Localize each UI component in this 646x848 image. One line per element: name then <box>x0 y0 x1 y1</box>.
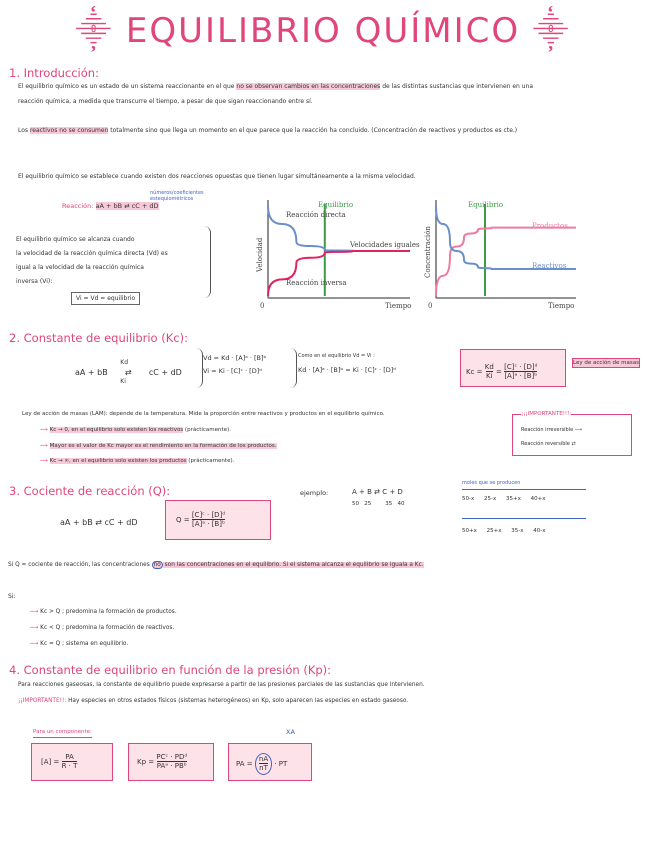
double-arrow-icon: ⇄ <box>571 441 576 447</box>
arrow-icon: ⟿ <box>40 443 50 449</box>
f2-top: PCᶜ · PDᵈ <box>156 753 188 761</box>
reversible-row <box>521 440 576 449</box>
section-1-heading: 1. Introducción: <box>9 66 99 80</box>
s2-b4b: solo existen los productos <box>115 458 187 464</box>
s2-b3: Mayor es el valor de Kc mayor es el rendimiento en la formación de los productos. <box>49 443 277 449</box>
s2-rates <box>203 352 266 378</box>
irreversible-text: Reacción irreversible <box>521 427 574 433</box>
q-frac <box>192 511 225 529</box>
example-eq: A + B ⇄ C + D <box>352 488 403 496</box>
f1 <box>41 753 77 771</box>
arrow-icon: ⟿ <box>30 625 41 631</box>
f1-frac <box>62 753 78 771</box>
arrow-icon: ⟿ <box>40 427 50 433</box>
case-1-text: Kc > Q ; predomina la formación de productos. <box>40 609 177 615</box>
title-text: EQUILIBRIO QUÍMICO <box>125 11 521 51</box>
s3-line1a: Si Q = cociente de reacción, las concentraciones <box>8 562 152 568</box>
xa-label: XA <box>286 728 295 736</box>
important-box <box>512 411 632 456</box>
r2-1: 25+x <box>486 528 502 534</box>
note-1: El equilibrio químico se alcanza cuando <box>16 236 135 243</box>
chart2-xlabel: Tiempo <box>548 302 575 310</box>
f2 <box>137 753 187 771</box>
law-label: Ley de acción de masas <box>573 360 639 366</box>
s3-q-line <box>8 561 424 570</box>
chart1-title: Equilibrio <box>318 201 354 209</box>
s2-b4a: Kc → ∞, en el equilibrio <box>49 458 116 464</box>
s3-si: Si: <box>8 593 16 600</box>
s2-como: Como en el equilibrio Vd = Vi : <box>298 353 375 359</box>
s4-paragraph-1: Para reacciones gaseosas, la constante de equilibrio puede expresarse a partir de las presiones parciales de las sustancias que intervienen. <box>18 682 425 688</box>
kd-label: Kd <box>120 359 129 366</box>
important-label: ¡¡¡IMPORTANTE!!!: <box>521 411 572 417</box>
s2-reaction-left: aA + bB <box>75 368 108 377</box>
f1-bot: R · T <box>61 762 78 770</box>
kc-frac2-bot: [A]ᵃ · [B]ᵇ <box>504 372 538 380</box>
case-3 <box>30 636 177 652</box>
s2-brace-mid <box>290 348 297 388</box>
chart1-origin: 0 <box>260 302 265 310</box>
chart2-series-reactives <box>436 206 576 269</box>
case-2-text: Kc < Q ; predomina la formación de reactivos. <box>40 625 175 631</box>
s3-line1b: no <box>153 562 161 568</box>
moles-row-1 <box>462 495 546 504</box>
s2-equality: Kd · [A]ᵃ · [B]ᵇ = Ki · [C]ᶜ · [D]ᵈ <box>298 366 396 374</box>
chart1-xlabel: Tiempo <box>385 302 412 310</box>
vi-vd-box: Vi = Vd = equilibrio <box>71 292 140 305</box>
s3-reaction: aA + bB ⇄ cC + dD <box>60 518 138 527</box>
q-frac-top: [C]ᶜ · [D]ᵈ <box>191 511 226 519</box>
s1-note <box>16 233 168 289</box>
reaction-label: Reacción: <box>62 202 94 210</box>
f3 <box>236 753 287 775</box>
s1-p2a: Los <box>18 127 30 134</box>
kc-frac1-bot: Ki <box>486 372 493 380</box>
reaction-eq: aA + bB ⇄ cC + dD <box>95 202 159 210</box>
chart1-annot-equal: Velocidades iguales <box>350 241 420 249</box>
section-2-heading: 2. Constante de equilibrio (Kc): <box>9 331 188 345</box>
note-2: la velocidad de la reacción química directa (Vd) es <box>16 250 168 257</box>
formula-box-3 <box>228 743 312 781</box>
chart1-annot-direct: Reacción directa <box>286 211 346 219</box>
s3-line1c: son las concentraciones en el equilibrio. Si el sistema alcanza el equilibrio se iguala a Kc. <box>162 562 424 568</box>
chart2-ylabel: Concentración <box>424 226 432 278</box>
ki-label: Ki <box>120 378 126 385</box>
chart1-annot-inverse: Reacción inversa <box>286 279 347 287</box>
concentration-chart <box>420 192 580 312</box>
s3-cases <box>30 604 177 652</box>
example-values: 50 25 35 40 <box>352 501 405 507</box>
s2-b2b: solo existen los reactivos <box>114 427 184 433</box>
s2-arrows: Kd ⇄ Ki <box>120 359 132 385</box>
kc-frac2 <box>504 363 537 381</box>
chart1-ylabel: Velocidad <box>256 237 264 272</box>
title-deco-right: ⸎ <box>520 11 571 51</box>
coef-note <box>150 190 204 202</box>
kc-formula <box>466 363 537 381</box>
q-left: Q = <box>176 516 192 524</box>
arrow-right-icon: ⟶ <box>574 427 582 433</box>
note-4: inversa (Vi): <box>16 278 53 285</box>
f3-frac <box>255 753 272 775</box>
r2-3: 40-x <box>533 528 546 534</box>
q-formula <box>176 511 225 529</box>
r2-0: 50+x <box>462 528 477 534</box>
r1-3: 40+x <box>530 496 546 502</box>
s1-p2c: totalmente sino que llega un momento en el que parece que la reacción ha concluido. (Concentración de reactivos y productos es cte.) <box>108 127 518 134</box>
r1-2: 35+x <box>506 496 521 502</box>
kc-frac2-top: [C]ᶜ · [D]ᵈ <box>504 363 538 371</box>
s2-b2a: Kc → 0, en el equilibrio <box>49 427 114 433</box>
kc-box <box>460 349 566 387</box>
s2-reaction-right: cC + dD <box>148 368 182 377</box>
reaction-line <box>62 202 159 210</box>
title-deco-left: ⸎ <box>75 11 126 51</box>
s2-brace-left <box>196 348 203 388</box>
kc-eq: = <box>496 368 505 376</box>
s1-paragraph-1b: reacción química, a medida que transcurre el tiempo, a pesar de que sigan reaccionando entre sí. <box>18 98 313 105</box>
r2-2: 35-x <box>511 528 524 534</box>
f2-left: Kp = <box>137 758 157 766</box>
f1-top: PA <box>65 753 74 761</box>
brace <box>204 226 211 298</box>
coef-note-1: números/coeficientes <box>150 190 204 196</box>
formula-box-1 <box>31 743 113 781</box>
section-4-heading: 4. Constante de equilibrio en función de la presión (Kp): <box>9 663 332 677</box>
kc-left: Kc = <box>466 368 485 376</box>
r1-0: 50-x <box>462 496 475 502</box>
s4-paragraph-2 <box>18 697 408 706</box>
moles-note: moles que se producen <box>462 480 521 486</box>
s2-b2c: (prácticamente). <box>183 427 231 433</box>
chart1-series-inverse <box>268 251 410 296</box>
s2-reaction <box>75 359 182 385</box>
kc-frac1-top: Kd <box>484 363 494 371</box>
example-label: ejemplo: <box>300 489 329 497</box>
s2-bullet-1: Ley de acción de masas (LAM): depende de la temperatura. Mide la proporción entre reactivos y productos en el equilibrio químico. <box>22 411 385 417</box>
velocity-chart <box>250 192 420 312</box>
case-3-text: Kc = Q ; sistema en equilibrio. <box>40 641 129 647</box>
s1-paragraph-3: El equilibrio químico se establece cuando existen dos reacciones opuestas que tienen lugar simultáneamente a la misma velocidad. <box>18 173 416 180</box>
case-2 <box>30 620 177 636</box>
formula-box-2 <box>128 743 214 781</box>
s1-p2b: reactivos no se consumen <box>29 127 109 134</box>
s1-p1a: El equilibrio químico es un estado de un sistema reaccionante en el que <box>18 83 237 90</box>
f3-bot: nT <box>259 764 268 772</box>
vi-eq: Vi = Ki · [C]ᶜ · [D]ᵈ <box>203 367 262 375</box>
s1-paragraph-2 <box>18 126 517 135</box>
s1-paragraph-1 <box>18 82 533 91</box>
chart2-origin: 0 <box>428 302 433 310</box>
chart2-title: Equilibrio <box>468 201 504 209</box>
section-3-heading: 3. Cociente de reacción (Q): <box>9 484 171 498</box>
s2-bullet-4 <box>40 457 234 466</box>
f2-bot: PAᵃ · PBᵇ <box>156 762 187 770</box>
note-3: igual a la velocidad de la reacción química <box>16 264 144 271</box>
r1-1: 25-x <box>484 496 497 502</box>
q-frac-bot: [A]ᵃ · [B]ᵇ <box>192 520 225 528</box>
moles-arrow-top <box>462 489 586 490</box>
f1-left: [A] = <box>41 758 62 766</box>
s2-b4c: (prácticamente). <box>186 458 235 464</box>
s2-bullet-3 <box>40 442 277 451</box>
chart2-legend-reactives: Reactivos <box>532 262 567 270</box>
vd-eq: Vd = Kd · [A]ᵃ · [B]ᵇ <box>203 354 267 362</box>
s1-p1c: de las distintas sustancias que intervienen en una <box>380 83 534 90</box>
f3-left: PA = <box>236 760 255 768</box>
s4-important: ¡¡IMPORTANTE!!: <box>18 698 69 704</box>
moles-arrow-bottom <box>462 518 586 519</box>
page-title <box>0 6 646 52</box>
chart2-legend-products: Productos <box>532 222 568 230</box>
case-1 <box>30 604 177 620</box>
irreversible-row <box>521 426 582 435</box>
reversible-text: Reacción reversible <box>521 441 570 447</box>
f2-frac <box>156 753 187 771</box>
kc-frac1 <box>485 363 494 381</box>
f3-top: nA <box>258 755 269 763</box>
arrow-icon: ⟿ <box>40 458 50 464</box>
component-label: Para un componente: <box>33 728 92 738</box>
q-box <box>165 500 271 540</box>
arrow-icon: ⟿ <box>30 609 41 615</box>
arrow-icon: ⟿ <box>30 641 41 647</box>
s1-p1b: no se observan cambios en las concentraciones <box>236 83 381 90</box>
s2-bullet-2 <box>40 426 231 435</box>
s4-p2: Hay especies en otros estados físicos (sistemas heterogéneos) en Kp, solo aparecen las especies en estado gaseoso. <box>68 698 409 704</box>
moles-row-2 <box>462 527 546 536</box>
f3-right: · PT <box>274 760 288 768</box>
coef-note-2: estequiométricos <box>150 196 194 202</box>
